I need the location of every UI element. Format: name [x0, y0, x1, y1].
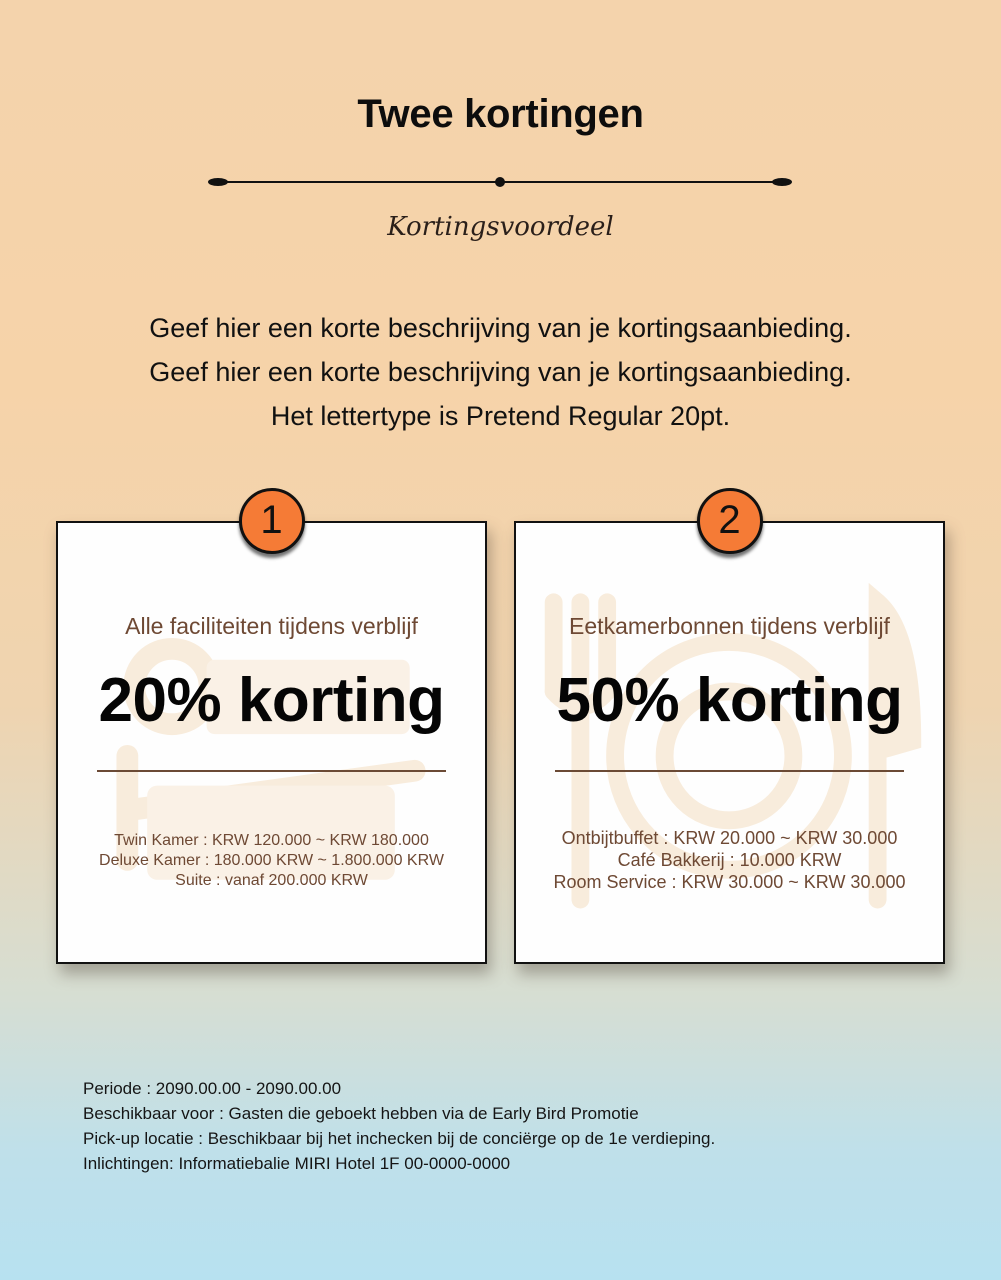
card-divider — [97, 770, 446, 772]
pickup-location-line: Pick-up locatie : Beschikbaar bij het inchecken bij de conciërge op de 1e verdieping. — [83, 1129, 716, 1148]
price-line: Ontbijtbuffet : KRW 20.000 ~ KRW 30.000 — [561, 828, 898, 848]
terms-info — [83, 1076, 715, 1176]
ornamental-divider — [208, 172, 792, 192]
discount-value: 50% korting — [556, 666, 903, 735]
price-line: Twin Kamer : KRW 120.000 ~ KRW 180.000 — [114, 832, 429, 849]
discount-card-dining — [514, 498, 945, 964]
description — [0, 306, 1001, 438]
number-badge: 2 — [697, 488, 763, 554]
price-line: Deluxe Kamer : 180.000 KRW ~ 1.800.000 KRW — [99, 852, 444, 869]
contact-line: Inlichtingen: Informatiebalie MIRI Hotel 1F 00-0000-0000 — [83, 1154, 511, 1173]
period-line: Periode : 2090.00.00 - 2090.00.00 — [83, 1079, 342, 1098]
bed-icon — [58, 523, 485, 962]
discount-value: 20% korting — [98, 666, 445, 735]
price-line: Suite : vanaf 200.000 KRW — [175, 872, 368, 889]
price-list — [516, 827, 943, 893]
availability-line: Beschikbaar voor : Gasten die geboekt hebben via de Early Bird Promotie — [83, 1104, 639, 1123]
description-line: Geef hier een korte beschrijving van je kortingsaanbieding. — [149, 357, 852, 387]
description-line: Het lettertype is Pretend Regular 20pt. — [270, 401, 731, 431]
number-badge: 1 — [239, 488, 305, 554]
description-line: Geef hier een korte beschrijving van je kortingsaanbieding. — [149, 313, 852, 343]
dining-icon — [516, 523, 943, 962]
card-heading: Alle faciliteiten tijdens verblijf — [125, 613, 418, 639]
price-list — [58, 831, 485, 891]
page-title: Twee kortingen — [357, 92, 644, 136]
discount-card-facilities — [56, 498, 487, 964]
price-line: Room Service : KRW 30.000 ~ KRW 30.000 — [553, 872, 906, 892]
card-heading: Eetkamerbonnen tijdens verblijf — [569, 613, 890, 639]
card-divider — [555, 770, 904, 772]
subtitle-script: Kortingsvoordeel — [387, 212, 614, 242]
price-line: Café Bakkerij : 10.000 KRW — [617, 850, 842, 870]
